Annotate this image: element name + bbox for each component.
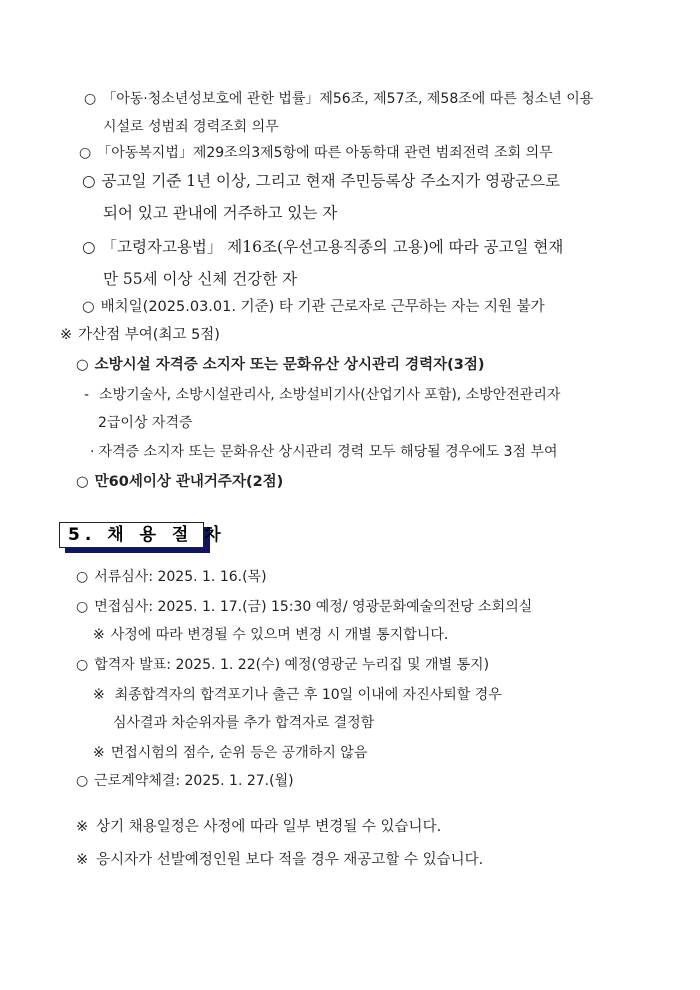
step-announcement-note-1-line-2 <box>113 713 374 733</box>
eligibility-text: 「고령자고용법」 제16조(우선고용직종의 고용)에 따라 공고일 현재 <box>101 238 564 256</box>
circle-bullet-icon: ○ <box>84 91 97 107</box>
dash-bullet-icon: - <box>84 387 90 403</box>
reference-mark-icon: ※ <box>93 745 105 761</box>
eligibility-item-4-line-2 <box>103 269 297 289</box>
step-document-review <box>76 567 267 587</box>
step-text: 면접심사: 2025. 1. 17.(금) 15:30 예정/ 영광문화예술의전당 소회의실 <box>94 599 533 615</box>
eligibility-text: 배치일(2025.03.01. 기준) 타 기관 근로자로 근무하는 자는 지원 불가 <box>100 299 545 315</box>
eligibility-item-1-line-2 <box>103 117 279 137</box>
reference-mark-icon: ※ <box>93 627 105 643</box>
circle-bullet-icon: ○ <box>82 299 95 315</box>
circle-bullet-icon: ○ <box>76 599 89 615</box>
bonus-item-2 <box>76 472 283 492</box>
eligibility-text: 되어 있고 관내에 거주하고 있는 자 <box>103 204 338 222</box>
reference-mark-icon: ※ <box>76 852 89 868</box>
note-text: 사정에 따라 변경될 수 있으며 변경 시 개별 통지합니다. <box>110 627 449 643</box>
eligibility-text: 만 55세 이상 신체 건강한 자 <box>103 270 298 288</box>
step-text: 합격자 발표: 2025. 1. 22(수) 예정(영광군 누리집 및 개별 통지) <box>94 657 490 673</box>
step-contract <box>76 771 294 791</box>
step-announcement <box>76 655 489 675</box>
footnote-readvertisement <box>76 850 483 870</box>
note-text: 심사결과 차순위자를 추가 합격자로 결정함 <box>113 715 375 731</box>
step-text: 근로계약체결: 2025. 1. 27.(월) <box>94 773 294 789</box>
eligibility-item-3-line-1 <box>82 171 560 191</box>
eligibility-item-5 <box>82 297 545 317</box>
circle-bullet-icon: ○ <box>76 657 89 673</box>
footnote-text: 상기 채용일정은 사정에 따라 일부 변경될 수 있습니다. <box>96 819 442 835</box>
bonus-detail-1-line-1 <box>84 385 560 405</box>
bonus-detail-text: 자격증 소지자 또는 문화유산 상시관리 경력 모두 해당될 경우에도 3점 부여 <box>98 444 558 460</box>
reference-mark-icon: ※ <box>76 819 89 835</box>
circle-bullet-icon: ○ <box>76 773 89 789</box>
section-5-title: 5. 채 용 절 차 <box>68 525 226 545</box>
reference-mark-icon: ※ <box>93 687 105 703</box>
bonus-detail-text: 소방기술사, 소방시설관리사, 소방설비기사(산업기사 포함), 소방안전관리자 <box>99 387 561 403</box>
eligibility-item-3-line-2 <box>103 203 337 223</box>
bonus-item-label: 만60세이상 관내거주자(2점) <box>94 474 284 490</box>
section-5-heading-box <box>59 522 226 548</box>
circle-bullet-icon: ○ <box>76 474 89 490</box>
circle-bullet-icon: ○ <box>79 145 92 161</box>
eligibility-text: 「아동·청소년성보호에 관한 법률」제56조, 제57조, 제58조에 따른 청소년 이용 <box>102 91 594 107</box>
eligibility-item-2 <box>79 143 553 163</box>
note-text: 면접시험의 점수, 순위 등은 공개하지 않음 <box>110 745 368 761</box>
eligibility-text: 시설로 성범죄 경력조회 의무 <box>103 119 279 135</box>
eligibility-item-1-line-1 <box>84 89 640 109</box>
circle-bullet-icon: ○ <box>76 569 89 585</box>
eligibility-text: 공고일 기준 1년 이상, 그리고 현재 주민등록상 주소지가 영광군으로 <box>101 172 561 190</box>
step-interview <box>76 597 532 617</box>
step-announcement-note-1-line-1 <box>93 685 640 705</box>
eligibility-text: 「아동복지법」제29조의3제5항에 따른 아동학대 관련 범죄전력 조회 의무 <box>97 145 553 161</box>
bonus-item-label: 소방시설 자격증 소지자 또는 문화유산 상시관리 경력자(3점) <box>94 357 485 373</box>
circle-bullet-icon: ○ <box>82 172 96 190</box>
reference-mark-icon: ※ <box>60 327 73 343</box>
note-text: 최종합격자의 합격포기나 출근 후 10일 이내에 자진사퇴할 경우 <box>114 687 502 703</box>
footnote-schedule-change <box>76 817 441 837</box>
step-announcement-note-2 <box>93 743 367 763</box>
bonus-heading <box>60 325 220 345</box>
bonus-detail-1-line-2 <box>98 413 193 433</box>
eligibility-item-4-line-1 <box>82 237 563 257</box>
bonus-detail-text: 2급이상 자격증 <box>98 415 193 431</box>
footnote-text: 응시자가 선발예정인원 보다 적을 경우 재공고할 수 있습니다. <box>96 852 484 868</box>
circle-bullet-icon: ○ <box>82 238 96 256</box>
bonus-heading-text: 가산점 부여(최고 5점) <box>78 327 220 343</box>
circle-bullet-icon: ○ <box>76 357 89 373</box>
step-text: 서류심사: 2025. 1. 16.(목) <box>94 569 267 585</box>
bonus-detail-2 <box>90 442 558 462</box>
step-interview-note <box>93 625 448 645</box>
middle-dot-bullet-icon: · <box>90 444 95 460</box>
bonus-item-1 <box>76 355 484 375</box>
